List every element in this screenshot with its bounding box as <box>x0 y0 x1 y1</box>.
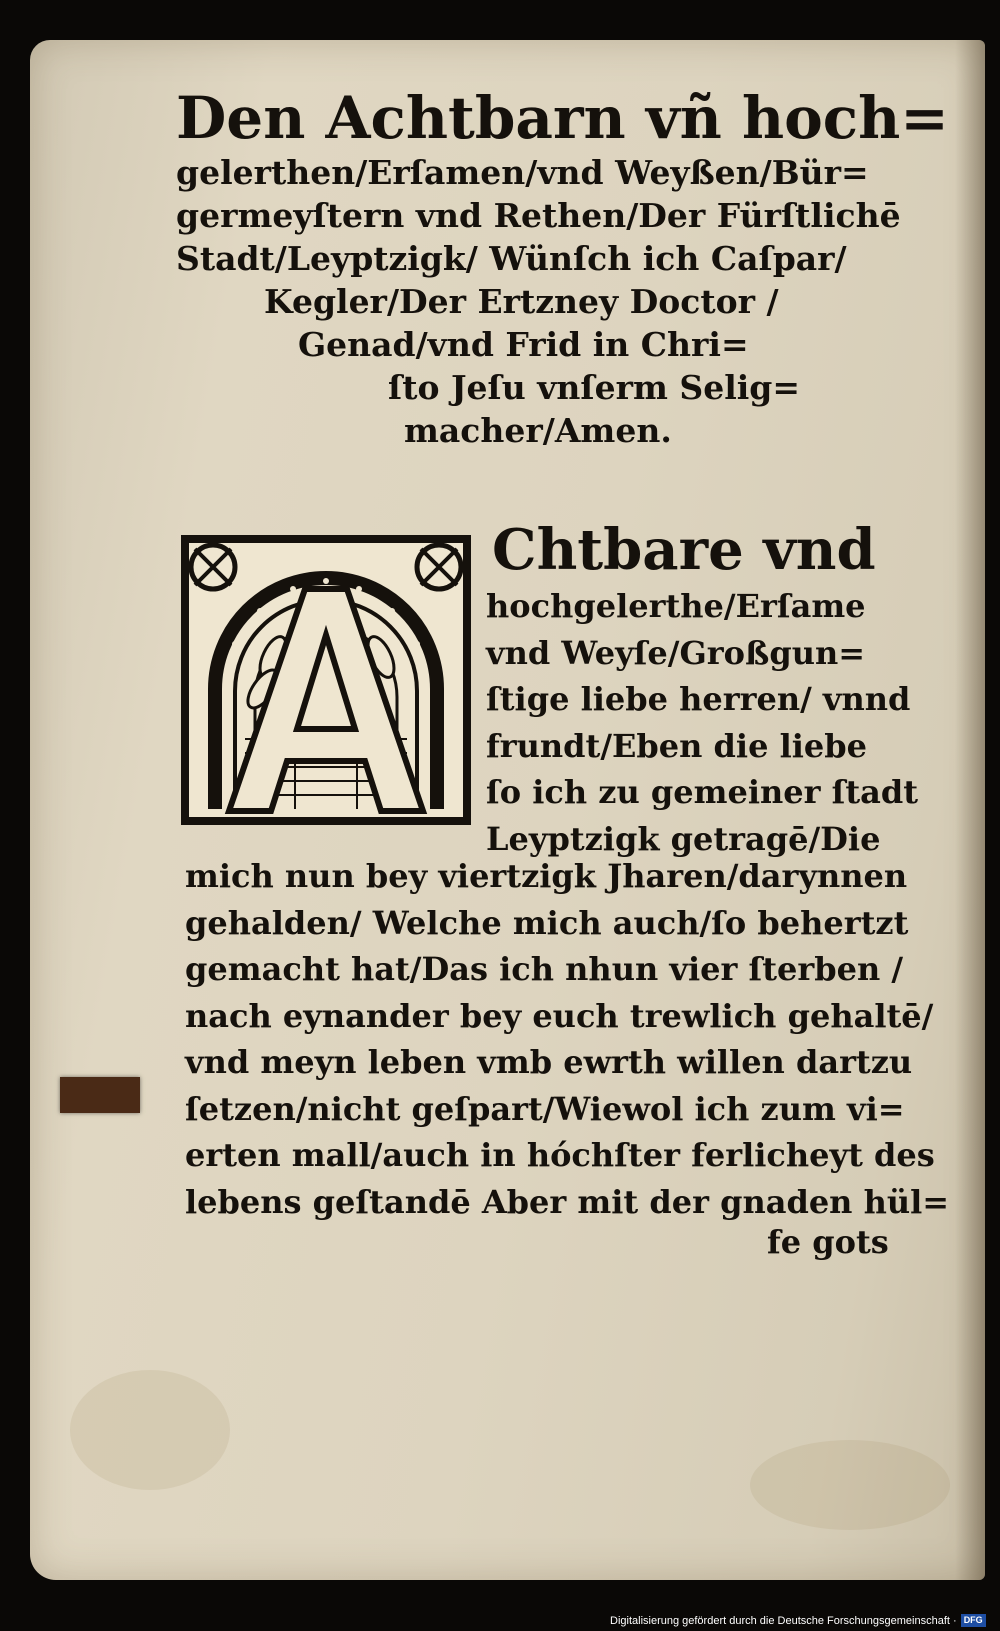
credit-text: Digitalisierung gefördert durch die Deutsche Forschungsgemeinschaft · <box>610 1615 957 1627</box>
woodcut-initial-image <box>185 539 467 821</box>
text-line: hochgelerthe/Erſame <box>486 587 866 625</box>
heading-line: gelerthen/Erſamen/vnd Weyßen/Bür= <box>176 153 869 192</box>
text-line: gehalden/ Welche mich auch/ſo behertzt <box>185 903 909 942</box>
text-line: erten mall/auch in hóchſter ferlicheyt des <box>185 1136 935 1174</box>
heading-line: ſto Jeſu vnſerm Selig= <box>388 368 801 407</box>
heading-line: macher/Amen. <box>404 411 672 450</box>
text-line: Leyptzigk getragē/Die <box>486 819 881 858</box>
text-line: frundt/Eben die liebe <box>486 726 867 765</box>
heading-line: Genad/vnd Frid in Chri= <box>298 325 749 364</box>
woodcut-initial <box>181 535 471 825</box>
heading-line: Stadt/Leyptzigk/ Wünſch ich Caſpar/ <box>176 239 847 278</box>
text-line: gemacht hat/Das ich nhun vier ſterben / <box>185 950 904 988</box>
text-line: ſtige liebe herren/ vnnd <box>486 680 911 718</box>
text-line: ſetzen/nicht geſpart/Wiewol ich zum vi= <box>185 1089 905 1128</box>
dedication-heading <box>176 84 949 452</box>
bookmark-tab <box>60 1077 140 1113</box>
heading-line: germeyſtern vnd Rethen/Der Fürſtlichē <box>176 196 901 235</box>
text-beside-initial <box>486 583 919 862</box>
page-gutter-shadow <box>955 40 985 1580</box>
text-line: ſo ich zu gemeiner ſtadt <box>486 773 919 811</box>
text-line: nach eynander bey euch trewlich gehaltē/ <box>185 996 934 1035</box>
digitization-credit <box>610 1612 1000 1631</box>
text-line: vnd Weyſe/Großgun= <box>486 633 866 672</box>
text-line: mich nun bey viertzigk Jharen/darynnen <box>185 857 908 895</box>
paper-stain <box>70 1370 230 1490</box>
text-line: vnd meyn leben vmb ewrth willen dartzu <box>185 1043 913 1081</box>
heading-line: Kegler/Der Ertzney Doctor / <box>264 282 779 321</box>
catchword: fe gots <box>767 1223 889 1261</box>
opening-line: Chtbare vnd <box>492 517 876 583</box>
body-paragraph <box>185 853 950 1225</box>
text-line: lebens geſtandē Aber mit der gnaden hül= <box>185 1182 950 1221</box>
paper-stain <box>750 1440 950 1530</box>
dfg-logo: DFG <box>961 1614 986 1627</box>
heading-title: Den Achtbarn vñ hoch= <box>176 84 949 152</box>
